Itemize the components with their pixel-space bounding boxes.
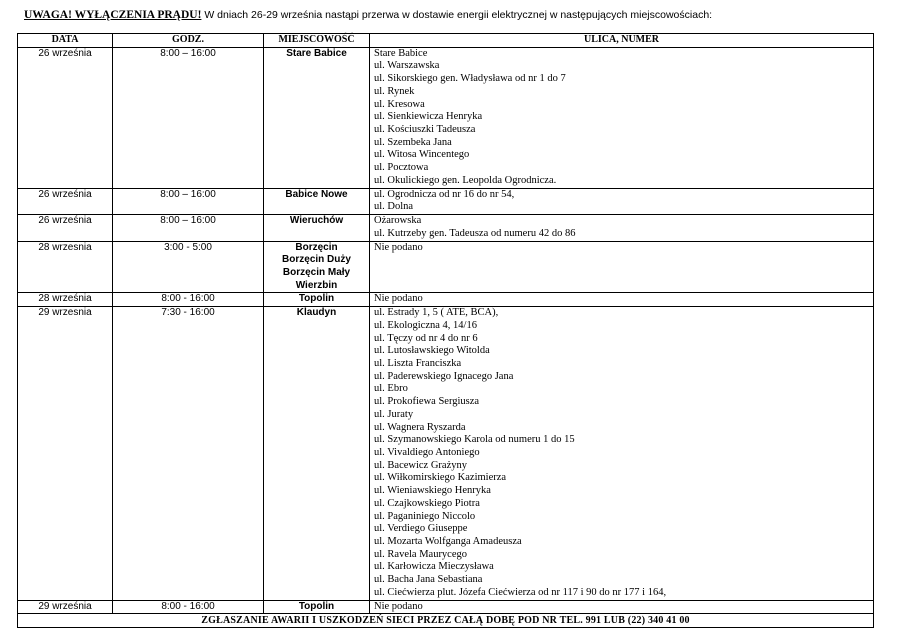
place-name: Stare Babice xyxy=(286,47,347,59)
street-entry: ul. Okulickiego gen. Leopolda Ogrodnicza. xyxy=(374,174,557,186)
street-entry: ul. Ogrodnicza od nr 16 do nr 54, xyxy=(374,188,515,200)
place-name: Topolin xyxy=(298,600,335,612)
row-date: 28 wrzesnia xyxy=(18,241,113,293)
street-entry: ul. Liszta Franciszka xyxy=(374,357,462,369)
street-entry: ul. Mozarta Wolfganga Amadeusza xyxy=(374,536,522,548)
street-entry: ul. Paganiniego Niccolo xyxy=(374,510,476,522)
street-entry: Nie podano xyxy=(374,241,423,253)
row-places xyxy=(264,241,370,293)
header-date: DATA xyxy=(18,34,113,48)
street-entry: ul. Dolna xyxy=(374,201,414,213)
row-time: 8:00 – 16:00 xyxy=(113,188,264,214)
street-entry: ul. Warszawska xyxy=(374,60,440,72)
street-entry: ul. Ciećwierza plut. Józefa Ciećwierza od nr 117 i 90 do nr 177 i 164, xyxy=(374,586,667,598)
row-date: 26 września xyxy=(18,47,113,188)
street-entry: ul. Vivaldiego Antoniego xyxy=(374,447,480,458)
street-entry: ul. Wiłkomirskiego Kazimierza xyxy=(374,472,507,484)
row-date: 26 września xyxy=(18,188,113,214)
place-name: Babice Nowe xyxy=(285,188,348,200)
outage-table xyxy=(17,33,874,628)
row-streets xyxy=(370,47,874,188)
street-entry: ul. Witosa Wincentego xyxy=(374,149,470,161)
warning-title: UWAGA! WYŁĄCZENIA PRĄDU! xyxy=(24,9,202,21)
street-entry: ul. Sikorskiego gen. Władysława od nr 1 do 7 xyxy=(374,73,566,85)
row-time: 7:30 - 16:00 xyxy=(113,307,264,601)
street-entry: ul. Kościuszki Tadeusza xyxy=(374,124,476,136)
row-streets xyxy=(370,215,874,241)
place-name: Borzęcin Duży xyxy=(282,254,351,266)
row-streets xyxy=(370,600,874,614)
row-places xyxy=(264,47,370,188)
row-streets xyxy=(370,293,874,307)
street-entry: ul. Kresowa xyxy=(374,98,425,110)
row-date: 28 września xyxy=(18,293,113,307)
table-header-row xyxy=(18,34,874,48)
table-row xyxy=(18,188,874,214)
row-time: 3:00 - 5:00 xyxy=(113,241,264,293)
table-row xyxy=(18,600,874,614)
row-date: 26 września xyxy=(18,215,113,241)
row-time: 8:00 – 16:00 xyxy=(113,215,264,241)
street-entry: ul. Lutosławskiego Witolda xyxy=(374,345,490,357)
notice-text: W dniach 26-29 września nastąpi przerwa w dostawie energii elektrycznej w następujących miejscowościach: xyxy=(201,9,713,21)
table-row xyxy=(18,307,874,601)
row-places xyxy=(264,600,370,614)
street-entry: Nie podano xyxy=(374,600,423,612)
street-entry: ul. Prokofiewa Sergiusza xyxy=(374,396,480,408)
row-time: 8:00 - 16:00 xyxy=(113,600,264,614)
row-time: 8:00 – 16:00 xyxy=(113,47,264,188)
footer-row xyxy=(18,614,874,628)
street-entry: ul. Szymanowskiego Karola od numeru 1 do 15 xyxy=(374,434,575,446)
row-streets xyxy=(370,241,874,293)
row-places xyxy=(264,188,370,214)
row-places xyxy=(264,215,370,241)
street-entry: ul. Verdiego Giuseppe xyxy=(374,523,468,535)
row-date: 29 września xyxy=(18,600,113,614)
row-date: 29 wrzesnia xyxy=(18,307,113,601)
row-streets xyxy=(370,188,874,214)
street-entry: Ożarowska xyxy=(374,215,422,227)
street-entry: ul. Bacha Jana Sebastiana xyxy=(374,574,483,586)
row-streets xyxy=(370,307,874,601)
street-entry: ul. Juraty xyxy=(374,408,414,420)
row-places xyxy=(264,307,370,601)
row-places xyxy=(264,293,370,307)
place-name: Wierzbin xyxy=(295,279,338,291)
street-entry: Nie podano xyxy=(374,293,423,305)
table-row xyxy=(18,241,874,293)
street-entry: ul. Pocztowa xyxy=(374,162,429,174)
street-entry: ul. Rynek xyxy=(374,85,415,97)
street-entry: Stare Babice xyxy=(374,47,428,59)
street-entry: ul. Estrady 1, 5 ( ATE, BCA), xyxy=(374,307,499,319)
place-name: Borzęcin xyxy=(295,241,338,253)
table-row xyxy=(18,215,874,241)
street-entry: ul. Sienkiewicza Henryka xyxy=(374,111,483,123)
place-name: Wieruchów xyxy=(289,215,344,227)
table-row xyxy=(18,47,874,188)
header-time: GODZ. xyxy=(113,34,264,48)
table-body xyxy=(18,47,874,614)
street-entry: ul. Czajkowskiego Piotra xyxy=(374,497,480,509)
header-street: ULICA, NUMER xyxy=(370,34,874,48)
header-place: MIEJSCOWOŚĆ xyxy=(264,34,370,48)
street-entry: ul. Ekologiczna 4, 14/16 xyxy=(374,319,477,331)
street-entry: ul. Szembeka Jana xyxy=(374,136,452,148)
place-name: Klaudyn xyxy=(296,307,337,319)
place-name: Topolin xyxy=(298,293,335,305)
place-name: Borzęcin Mały xyxy=(282,266,351,278)
street-entry: ul. Paderewskiego Ignacego Jana xyxy=(374,370,514,382)
emergency-contact: ZGŁASZANIE AWARII I USZKODZEŃ SIECI PRZEZ CAŁĄ DOBĘ POD NR TEL. 991 LUB (22) 340 41 00 xyxy=(18,614,874,628)
street-entry: ul. Ebro xyxy=(374,383,408,395)
row-time: 8:00 - 16:00 xyxy=(113,293,264,307)
street-entry: ul. Ravela Maurycego xyxy=(374,548,468,560)
street-entry: ul. Wagnera Ryszarda xyxy=(374,421,466,433)
street-entry: ul. Bacewicz Grażyny xyxy=(374,459,467,471)
notice-heading xyxy=(24,8,712,22)
street-entry: ul. Karłowicza Mieczysława xyxy=(374,561,494,573)
table-row xyxy=(18,293,874,307)
street-entry: ul. Wieniawskiego Henryka xyxy=(374,485,491,497)
street-entry: ul. Tęczy od nr 4 do nr 6 xyxy=(374,332,478,344)
street-entry: ul. Kutrzeby gen. Tadeusza od numeru 42 do 86 xyxy=(374,227,576,239)
